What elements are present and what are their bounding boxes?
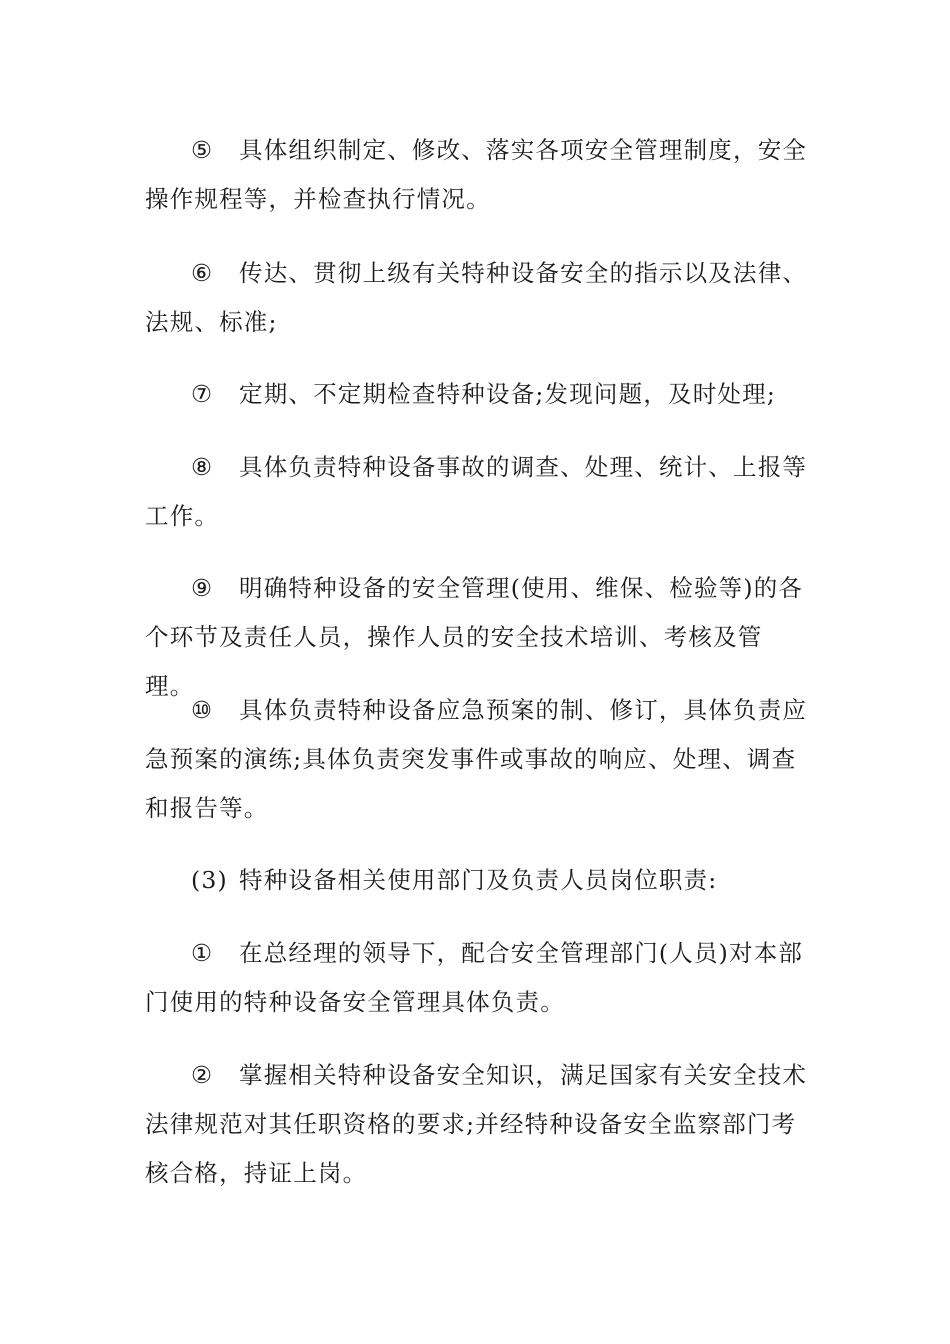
paragraph-text: 具体组织制定、修改、落实各项安全管理制度，安全操作规程等，并检查执行情况。 xyxy=(145,136,808,213)
paragraph-item-5 xyxy=(145,126,810,224)
paragraph-marker: (3) xyxy=(191,866,228,894)
paragraph-marker: ⑤ xyxy=(191,136,214,164)
paragraph-marker: ② xyxy=(191,1061,214,1089)
paragraph-item-2 xyxy=(145,1051,810,1198)
paragraph-marker: ⑥ xyxy=(191,259,214,287)
paragraph-item-1 xyxy=(145,929,810,1027)
paragraph-item-8 xyxy=(145,443,810,541)
paragraph-text: 掌握相关特种设备安全知识，满足国家有关安全技术法律规范对其任职资格的要求;并经特种设备安全监察部门考核合格，持证上岗。 xyxy=(145,1061,808,1187)
paragraph-marker: ⑨ xyxy=(191,574,214,602)
paragraph-marker: ⑧ xyxy=(191,453,214,481)
paragraph-text: 在总经理的领导下，配合安全管理部门(人员)对本部门使用的特种设备安全管理具体负责。 xyxy=(145,939,804,1016)
paragraph-text: 定期、不定期检查特种设备;发现问题，及时处理; xyxy=(239,380,776,408)
paragraph-marker: ⑩ xyxy=(191,696,214,724)
paragraph-text: 具体负责特种设备应急预案的制、修订，具体负责应急预案的演练;具体负责突发事件或事故的响应、处理、调查和报告等。 xyxy=(145,696,808,822)
paragraph-item-10 xyxy=(145,686,810,833)
section-heading-3 xyxy=(145,856,810,905)
paragraph-text: 具体负责特种设备事故的调查、处理、统计、上报等工作。 xyxy=(145,453,808,530)
paragraph-item-7 xyxy=(145,370,810,419)
paragraph-text: 明确特种设备的安全管理(使用、维保、检验等)的各个环节及责任人员，操作人员的安全技术培训、考核及管理。 xyxy=(145,574,804,700)
paragraph-item-6 xyxy=(145,249,810,347)
paragraph-text: 特种设备相关使用部门及负责人员岗位职责: xyxy=(239,866,718,894)
paragraph-text: 传达、贯彻上级有关特种设备安全的指示以及法律、法规、标准; xyxy=(145,259,808,336)
paragraph-marker: ⑦ xyxy=(191,380,214,408)
paragraph-marker: ① xyxy=(191,939,214,967)
